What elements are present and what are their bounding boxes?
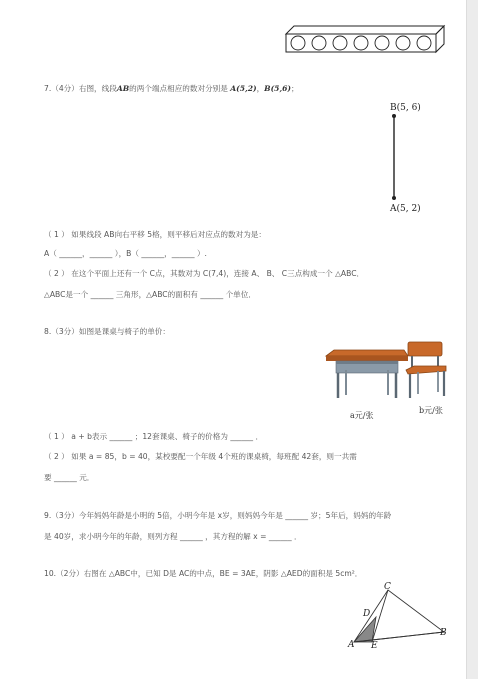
triangle-abc-figure	[344, 584, 454, 656]
tri-label-a: A	[348, 640, 355, 650]
q9-line2: 是 40岁，求小明今年的年龄，则列方程 ______ ，其方程的解 x = ______ ．	[44, 532, 302, 541]
q9-line1: 9.（3分）今年妈妈年龄是小明的 5倍，小明今年是 x岁，则妈妈今年是 ______ 岁；5年后，妈妈的年龄	[44, 511, 392, 520]
q7-sub1: （ 1 ） 如果线段 AB向右平移 5格，则平移后对应点的数对为是：	[44, 230, 266, 239]
q7-sub2: （ 2 ） 在这个平面上还有一个 C点，其数对为 C(7,4)，连接 A、 B、 C三点构成一个 △ABC．	[44, 269, 365, 278]
q8-sub2: （ 2 ） 如果 a = 85，b = 40，某校要配一个年级 4个班的课桌椅，每班配 42套，则一共需	[44, 452, 357, 461]
q7-sub1-blanks: A（ ______，______ ），B（ ______，______ ）.	[44, 249, 207, 258]
tri-label-e: E	[371, 641, 378, 651]
tri-label-d: D	[363, 609, 371, 619]
cylinder-box-figure	[284, 24, 448, 54]
tri-label-b: B	[440, 628, 447, 638]
q8-header: 8.（3分）如图是课桌与椅子的单价：	[44, 327, 170, 336]
desk-price-caption: a元/张	[350, 411, 374, 420]
desk-chair-figure	[322, 340, 452, 402]
tri-label-c: C	[384, 582, 391, 592]
q10-line1: 10.（2分）右图在 △ABC中，已知 D是 AC的中点，BE = 3AE，阴影 △AED的面积是 5cm²．	[44, 569, 363, 578]
q7-sub2b: △ABC是一个 ______ 三角形，△ABC的面积有 ______ 个单位．	[44, 290, 256, 299]
chair-price-caption: b元/张	[419, 406, 443, 415]
point-a-label: A(5, 2)	[390, 204, 421, 214]
segment-ab-figure	[388, 112, 400, 204]
q7-header: 7.（4分）右图，线段AB的两个端点相应的数对分别是 A(5,2)，B(5,6)；	[44, 84, 299, 93]
q8-sub1: （ 1 ） a + b表示 ______ ；12套课桌、椅子的价格为 ______ ．	[44, 432, 264, 441]
point-b-label: B(5, 6)	[390, 103, 421, 113]
vertical-scrollbar[interactable]	[466, 0, 478, 679]
q8-sub2b: 要 ______ 元．	[44, 473, 95, 482]
